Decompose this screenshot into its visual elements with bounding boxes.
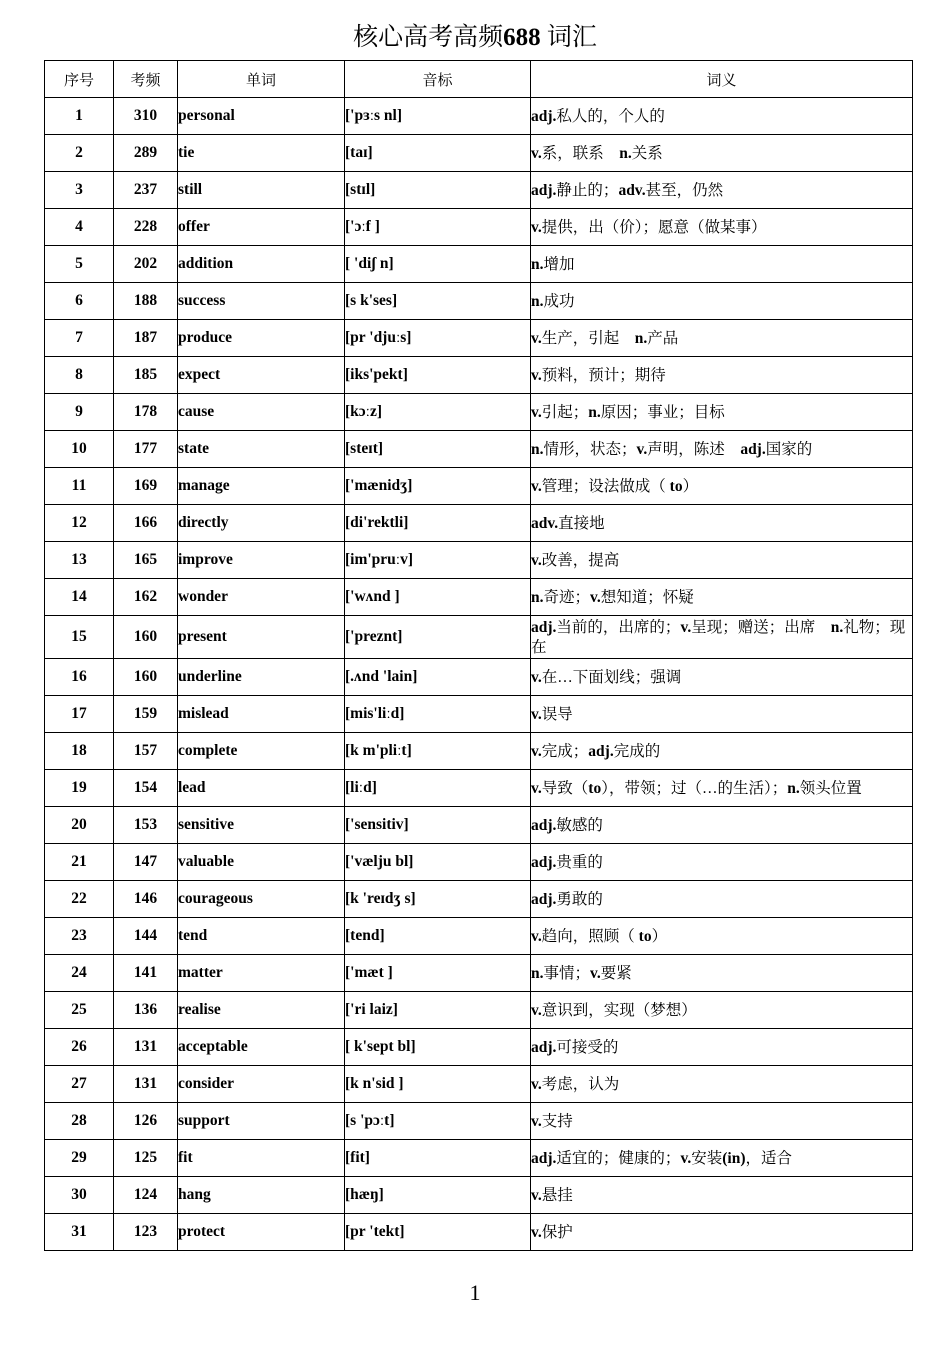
- row-definition: [531, 1029, 913, 1066]
- row-word: complete: [178, 733, 345, 770]
- part-of-speech: adj.: [531, 181, 557, 199]
- row-definition: [531, 98, 913, 135]
- part-of-speech: to: [669, 477, 683, 495]
- meaning-text: 考虑，认为: [541, 1075, 620, 1093]
- table-row: [45, 1214, 913, 1251]
- row-phonetic: ['preznt]: [345, 616, 531, 659]
- part-of-speech: n.: [531, 255, 544, 273]
- row-word: courageous: [178, 881, 345, 918]
- meaning-text: 要紧: [600, 964, 632, 982]
- row-word: produce: [178, 320, 345, 357]
- meaning-text: 保护: [541, 1223, 573, 1241]
- table-row: [45, 918, 913, 955]
- row-number: 20: [45, 807, 114, 844]
- row-definition: [531, 1214, 913, 1251]
- row-number: 29: [45, 1140, 114, 1177]
- meaning-text: 导致（: [541, 779, 589, 797]
- row-frequency: 124: [114, 1177, 178, 1214]
- row-number: 21: [45, 844, 114, 881]
- row-frequency: 237: [114, 172, 178, 209]
- row-frequency: 228: [114, 209, 178, 246]
- row-word: valuable: [178, 844, 345, 881]
- part-of-speech: adj.: [588, 742, 614, 760]
- row-word: tend: [178, 918, 345, 955]
- row-frequency: 185: [114, 357, 178, 394]
- row-frequency: 166: [114, 505, 178, 542]
- part-of-speech: to: [588, 779, 602, 797]
- part-of-speech: n.: [787, 779, 800, 797]
- meaning-text: 成功: [543, 292, 575, 310]
- row-word: cause: [178, 394, 345, 431]
- row-frequency: 157: [114, 733, 178, 770]
- part-of-speech: v.: [531, 742, 542, 760]
- part-of-speech: v.: [531, 779, 542, 797]
- table-row: [45, 135, 913, 172]
- meaning-text: 系，联系: [541, 144, 620, 162]
- row-frequency: 123: [114, 1214, 178, 1251]
- header-index: 序号: [45, 61, 114, 98]
- part-of-speech: n.: [531, 440, 544, 458]
- row-word: consider: [178, 1066, 345, 1103]
- part-of-speech: v.: [531, 1186, 542, 1204]
- part-of-speech: adj.: [531, 107, 557, 125]
- meaning-text: 情形，状态；: [543, 440, 637, 458]
- table-row: [45, 659, 913, 696]
- row-definition: [531, 1103, 913, 1140]
- meaning-text: 改善，提高: [541, 551, 620, 569]
- row-phonetic: [im'pruːv]: [345, 542, 531, 579]
- part-of-speech: v.: [680, 619, 692, 636]
- part-of-speech: adj.: [531, 1038, 557, 1056]
- meaning-text: 想知道；怀疑: [600, 588, 694, 606]
- table-row: [45, 696, 913, 733]
- part-of-speech: adv.: [618, 181, 646, 199]
- row-phonetic: [pr 'tekt]: [345, 1214, 531, 1251]
- row-phonetic: [pr 'djuːs]: [345, 320, 531, 357]
- row-phonetic: [k n'sid ]: [345, 1066, 531, 1103]
- meaning-text: ，适合: [745, 1149, 792, 1167]
- row-number: 22: [45, 881, 114, 918]
- row-number: 16: [45, 659, 114, 696]
- part-of-speech: adv.: [531, 514, 559, 532]
- row-number: 25: [45, 992, 114, 1029]
- part-of-speech: adj.: [531, 853, 557, 871]
- part-of-speech: v.: [680, 1149, 692, 1167]
- meaning-text: 礼物；现在: [531, 619, 906, 656]
- row-phonetic: [k m'pliːt]: [345, 733, 531, 770]
- meaning-text: 静止的；: [556, 181, 619, 199]
- row-word: still: [178, 172, 345, 209]
- header-word: 单词: [178, 61, 345, 98]
- row-phonetic: [mis'liːd]: [345, 696, 531, 733]
- table-row: [45, 733, 913, 770]
- part-of-speech: v.: [531, 218, 542, 236]
- row-phonetic: [di'rektli]: [345, 505, 531, 542]
- row-word: support: [178, 1103, 345, 1140]
- table-row: [45, 881, 913, 918]
- row-frequency: 144: [114, 918, 178, 955]
- table-row: [45, 992, 913, 1029]
- table-row: [45, 1177, 913, 1214]
- part-of-speech: v.: [531, 705, 542, 723]
- row-number: 14: [45, 579, 114, 616]
- row-definition: [531, 394, 913, 431]
- row-word: protect: [178, 1214, 345, 1251]
- row-word: manage: [178, 468, 345, 505]
- row-number: 6: [45, 283, 114, 320]
- meaning-text: 关系: [631, 144, 663, 162]
- row-word: mislead: [178, 696, 345, 733]
- row-word: personal: [178, 98, 345, 135]
- meaning-text: 提供，出（价）；愿意（做某事）: [541, 218, 767, 236]
- meaning-text: 预料，预计；期待: [541, 366, 666, 384]
- row-word: state: [178, 431, 345, 468]
- row-definition: [531, 992, 913, 1029]
- part-of-speech: v.: [531, 927, 542, 945]
- row-phonetic: [taɪ]: [345, 135, 531, 172]
- row-phonetic: ['mænidʒ]: [345, 468, 531, 505]
- row-phonetic: ['sensitiv]: [345, 807, 531, 844]
- meaning-text: 国家的: [765, 440, 813, 458]
- meaning-text: 在…下面划线；强调: [541, 668, 682, 686]
- part-of-speech: n.: [531, 292, 544, 310]
- row-frequency: 141: [114, 955, 178, 992]
- row-number: 24: [45, 955, 114, 992]
- meaning-text: 生产，引起: [541, 329, 635, 347]
- part-of-speech: n.: [588, 403, 601, 421]
- row-definition: [531, 505, 913, 542]
- part-of-speech: v.: [590, 588, 601, 606]
- row-phonetic: ['ri laiz]: [345, 992, 531, 1029]
- table-row: [45, 1029, 913, 1066]
- meaning-text: 直接地: [558, 514, 605, 532]
- row-number: 3: [45, 172, 114, 209]
- table-row: [45, 616, 913, 659]
- row-definition: [531, 733, 913, 770]
- row-definition: [531, 918, 913, 955]
- part-of-speech: v.: [531, 1001, 542, 1019]
- row-number: 13: [45, 542, 114, 579]
- row-definition: [531, 696, 913, 733]
- table-row: [45, 98, 913, 135]
- row-word: present: [178, 616, 345, 659]
- row-phonetic: ['pɜːs nl]: [345, 98, 531, 135]
- meaning-text: 支持: [541, 1112, 573, 1130]
- row-frequency: 147: [114, 844, 178, 881]
- row-number: 19: [45, 770, 114, 807]
- row-definition: [531, 283, 913, 320]
- row-frequency: 146: [114, 881, 178, 918]
- row-number: 15: [45, 616, 114, 659]
- row-phonetic: [.ʌnd 'lain]: [345, 659, 531, 696]
- meaning-text: 私人的，个人的: [556, 107, 665, 125]
- row-frequency: 160: [114, 616, 178, 659]
- row-number: 2: [45, 135, 114, 172]
- row-frequency: 131: [114, 1029, 178, 1066]
- part-of-speech: n.: [619, 144, 632, 162]
- row-word: wonder: [178, 579, 345, 616]
- table-body: [45, 98, 913, 1251]
- meaning-text: 安装: [691, 1149, 723, 1167]
- title-prefix: 核心高考高频: [353, 24, 504, 51]
- header-definition: 词义: [531, 61, 913, 98]
- row-frequency: 126: [114, 1103, 178, 1140]
- part-of-speech: adj.: [531, 816, 557, 834]
- row-word: directly: [178, 505, 345, 542]
- row-frequency: 153: [114, 807, 178, 844]
- row-definition: [531, 357, 913, 394]
- table-row: [45, 283, 913, 320]
- table-row: [45, 394, 913, 431]
- meaning-text: 趋向，照顾（: [541, 927, 639, 945]
- part-of-speech: adj.: [531, 890, 557, 908]
- table-row: [45, 1066, 913, 1103]
- row-word: sensitive: [178, 807, 345, 844]
- row-phonetic: [s 'pɔːt]: [345, 1103, 531, 1140]
- meaning-text: 悬挂: [541, 1186, 573, 1204]
- meaning-text: 当前的，出席的；: [556, 619, 681, 636]
- row-number: 12: [45, 505, 114, 542]
- meaning-text: 原因；事业；目标: [600, 403, 725, 421]
- row-frequency: 178: [114, 394, 178, 431]
- part-of-speech: (in): [722, 1149, 746, 1167]
- part-of-speech: n.: [531, 964, 544, 982]
- table-row: [45, 431, 913, 468]
- row-frequency: 125: [114, 1140, 178, 1177]
- table-row: [45, 1103, 913, 1140]
- meaning-text: 领头位置: [799, 779, 862, 797]
- row-number: 27: [45, 1066, 114, 1103]
- table-row: [45, 770, 913, 807]
- row-frequency: 162: [114, 579, 178, 616]
- row-word: success: [178, 283, 345, 320]
- row-definition: [531, 955, 913, 992]
- vocabulary-table: [44, 60, 913, 1251]
- row-word: acceptable: [178, 1029, 345, 1066]
- meaning-text: 敏感的: [556, 816, 603, 834]
- part-of-speech: v.: [531, 551, 542, 569]
- row-number: 30: [45, 1177, 114, 1214]
- part-of-speech: n.: [531, 588, 544, 606]
- row-phonetic: ['mæt ]: [345, 955, 531, 992]
- row-phonetic: [fit]: [345, 1140, 531, 1177]
- row-number: 8: [45, 357, 114, 394]
- table-row: [45, 505, 913, 542]
- meaning-text: 完成；: [541, 742, 589, 760]
- table-row: [45, 844, 913, 881]
- meaning-text: 呈现；赠送；出席: [691, 619, 831, 636]
- row-number: 18: [45, 733, 114, 770]
- row-frequency: 136: [114, 992, 178, 1029]
- row-definition: [531, 770, 913, 807]
- table-row: [45, 1140, 913, 1177]
- row-number: 31: [45, 1214, 114, 1251]
- table-row: [45, 579, 913, 616]
- part-of-speech: v.: [531, 1075, 542, 1093]
- row-number: 5: [45, 246, 114, 283]
- row-phonetic: [tend]: [345, 918, 531, 955]
- meaning-text: ）: [682, 477, 699, 495]
- row-phonetic: [stɪl]: [345, 172, 531, 209]
- row-frequency: 160: [114, 659, 178, 696]
- row-frequency: 169: [114, 468, 178, 505]
- row-word: offer: [178, 209, 345, 246]
- row-phonetic: [s k'ses]: [345, 283, 531, 320]
- row-word: fit: [178, 1140, 345, 1177]
- row-number: 28: [45, 1103, 114, 1140]
- header-frequency: 考频: [114, 61, 178, 98]
- row-number: 26: [45, 1029, 114, 1066]
- part-of-speech: adj.: [531, 619, 557, 636]
- table-row: [45, 542, 913, 579]
- row-phonetic: ['ɔːf ]: [345, 209, 531, 246]
- row-phonetic: [ k'sept bl]: [345, 1029, 531, 1066]
- table-row: [45, 468, 913, 505]
- meaning-text: 引起；: [541, 403, 589, 421]
- row-phonetic: [ 'diʃ n]: [345, 246, 531, 283]
- row-definition: [531, 209, 913, 246]
- part-of-speech: v.: [531, 329, 542, 347]
- row-number: 7: [45, 320, 114, 357]
- table-row: [45, 357, 913, 394]
- row-word: matter: [178, 955, 345, 992]
- meaning-text: 勇敢的: [556, 890, 603, 908]
- part-of-speech: v.: [531, 403, 542, 421]
- row-number: 9: [45, 394, 114, 431]
- meaning-text: 甚至，仍然: [645, 181, 724, 199]
- row-definition: [531, 320, 913, 357]
- table-row: [45, 955, 913, 992]
- row-number: 10: [45, 431, 114, 468]
- row-number: 11: [45, 468, 114, 505]
- meaning-text: 可接受的: [556, 1038, 619, 1056]
- row-word: tie: [178, 135, 345, 172]
- table-row: [45, 172, 913, 209]
- row-definition: [531, 172, 913, 209]
- row-frequency: 188: [114, 283, 178, 320]
- part-of-speech: v.: [636, 440, 648, 458]
- part-of-speech: adj.: [531, 1149, 557, 1167]
- row-frequency: 187: [114, 320, 178, 357]
- table-row: [45, 320, 913, 357]
- meaning-text: 奇迹；: [543, 588, 591, 606]
- row-phonetic: [iks'pekt]: [345, 357, 531, 394]
- row-definition: [531, 468, 913, 505]
- row-definition: [531, 542, 913, 579]
- part-of-speech: n.: [830, 619, 844, 636]
- part-of-speech: adj.: [740, 440, 766, 458]
- meaning-text: 完成的: [613, 742, 661, 760]
- row-definition: [531, 881, 913, 918]
- row-number: 1: [45, 98, 114, 135]
- meaning-text: ），带领；过（…的生活）；: [601, 779, 788, 797]
- row-definition: [531, 579, 913, 616]
- row-definition: [531, 246, 913, 283]
- part-of-speech: v.: [531, 1223, 542, 1241]
- meaning-text: 增加: [543, 255, 575, 273]
- row-frequency: 159: [114, 696, 178, 733]
- row-phonetic: [liːd]: [345, 770, 531, 807]
- part-of-speech: v.: [531, 366, 542, 384]
- row-word: hang: [178, 1177, 345, 1214]
- row-word: underline: [178, 659, 345, 696]
- meaning-text: 管理；设法做成（: [541, 477, 670, 495]
- row-word: improve: [178, 542, 345, 579]
- row-definition: [531, 1177, 913, 1214]
- part-of-speech: v.: [531, 144, 542, 162]
- row-frequency: 154: [114, 770, 178, 807]
- table-header-row: [45, 61, 913, 98]
- table-row: [45, 807, 913, 844]
- meaning-text: 意识到，实现（梦想）: [541, 1001, 697, 1019]
- meaning-text: 产品: [647, 329, 679, 347]
- row-phonetic: [kɔːz]: [345, 394, 531, 431]
- row-word: expect: [178, 357, 345, 394]
- row-definition: [531, 1066, 913, 1103]
- row-definition: [531, 807, 913, 844]
- part-of-speech: v.: [531, 1112, 542, 1130]
- row-definition: [531, 659, 913, 696]
- row-frequency: 289: [114, 135, 178, 172]
- row-definition: [531, 616, 913, 659]
- title-number: 688: [503, 24, 541, 51]
- page-number: 1: [469, 1280, 481, 1305]
- table-row: [45, 246, 913, 283]
- row-phonetic: [hæŋ]: [345, 1177, 531, 1214]
- part-of-speech: v.: [531, 477, 542, 495]
- row-word: addition: [178, 246, 345, 283]
- row-definition: [531, 431, 913, 468]
- page-title: [0, 18, 950, 58]
- part-of-speech: v.: [531, 668, 542, 686]
- meaning-text: 误导: [541, 705, 573, 723]
- header-phonetic: 音标: [345, 61, 531, 98]
- part-of-speech: v.: [590, 964, 601, 982]
- row-definition: [531, 135, 913, 172]
- part-of-speech: n.: [634, 329, 648, 347]
- row-frequency: 310: [114, 98, 178, 135]
- row-frequency: 177: [114, 431, 178, 468]
- row-definition: [531, 844, 913, 881]
- meaning-text: ）: [651, 927, 668, 945]
- row-phonetic: [k 'reɪdʒ s]: [345, 881, 531, 918]
- row-phonetic: ['wʌnd ]: [345, 579, 531, 616]
- row-frequency: 131: [114, 1066, 178, 1103]
- row-phonetic: ['vælju bl]: [345, 844, 531, 881]
- row-word: realise: [178, 992, 345, 1029]
- part-of-speech: to: [638, 927, 652, 945]
- row-phonetic: [steɪt]: [345, 431, 531, 468]
- row-number: 23: [45, 918, 114, 955]
- row-frequency: 202: [114, 246, 178, 283]
- row-number: 17: [45, 696, 114, 733]
- row-word: lead: [178, 770, 345, 807]
- meaning-text: 适宜的；健康的；: [556, 1149, 681, 1167]
- row-definition: [531, 1140, 913, 1177]
- title-suffix: 词汇: [546, 24, 597, 51]
- meaning-text: 事情；: [543, 964, 591, 982]
- table-row: [45, 209, 913, 246]
- meaning-text: 声明，陈述: [647, 440, 741, 458]
- row-number: 4: [45, 209, 114, 246]
- meaning-text: 贵重的: [556, 853, 603, 871]
- row-frequency: 165: [114, 542, 178, 579]
